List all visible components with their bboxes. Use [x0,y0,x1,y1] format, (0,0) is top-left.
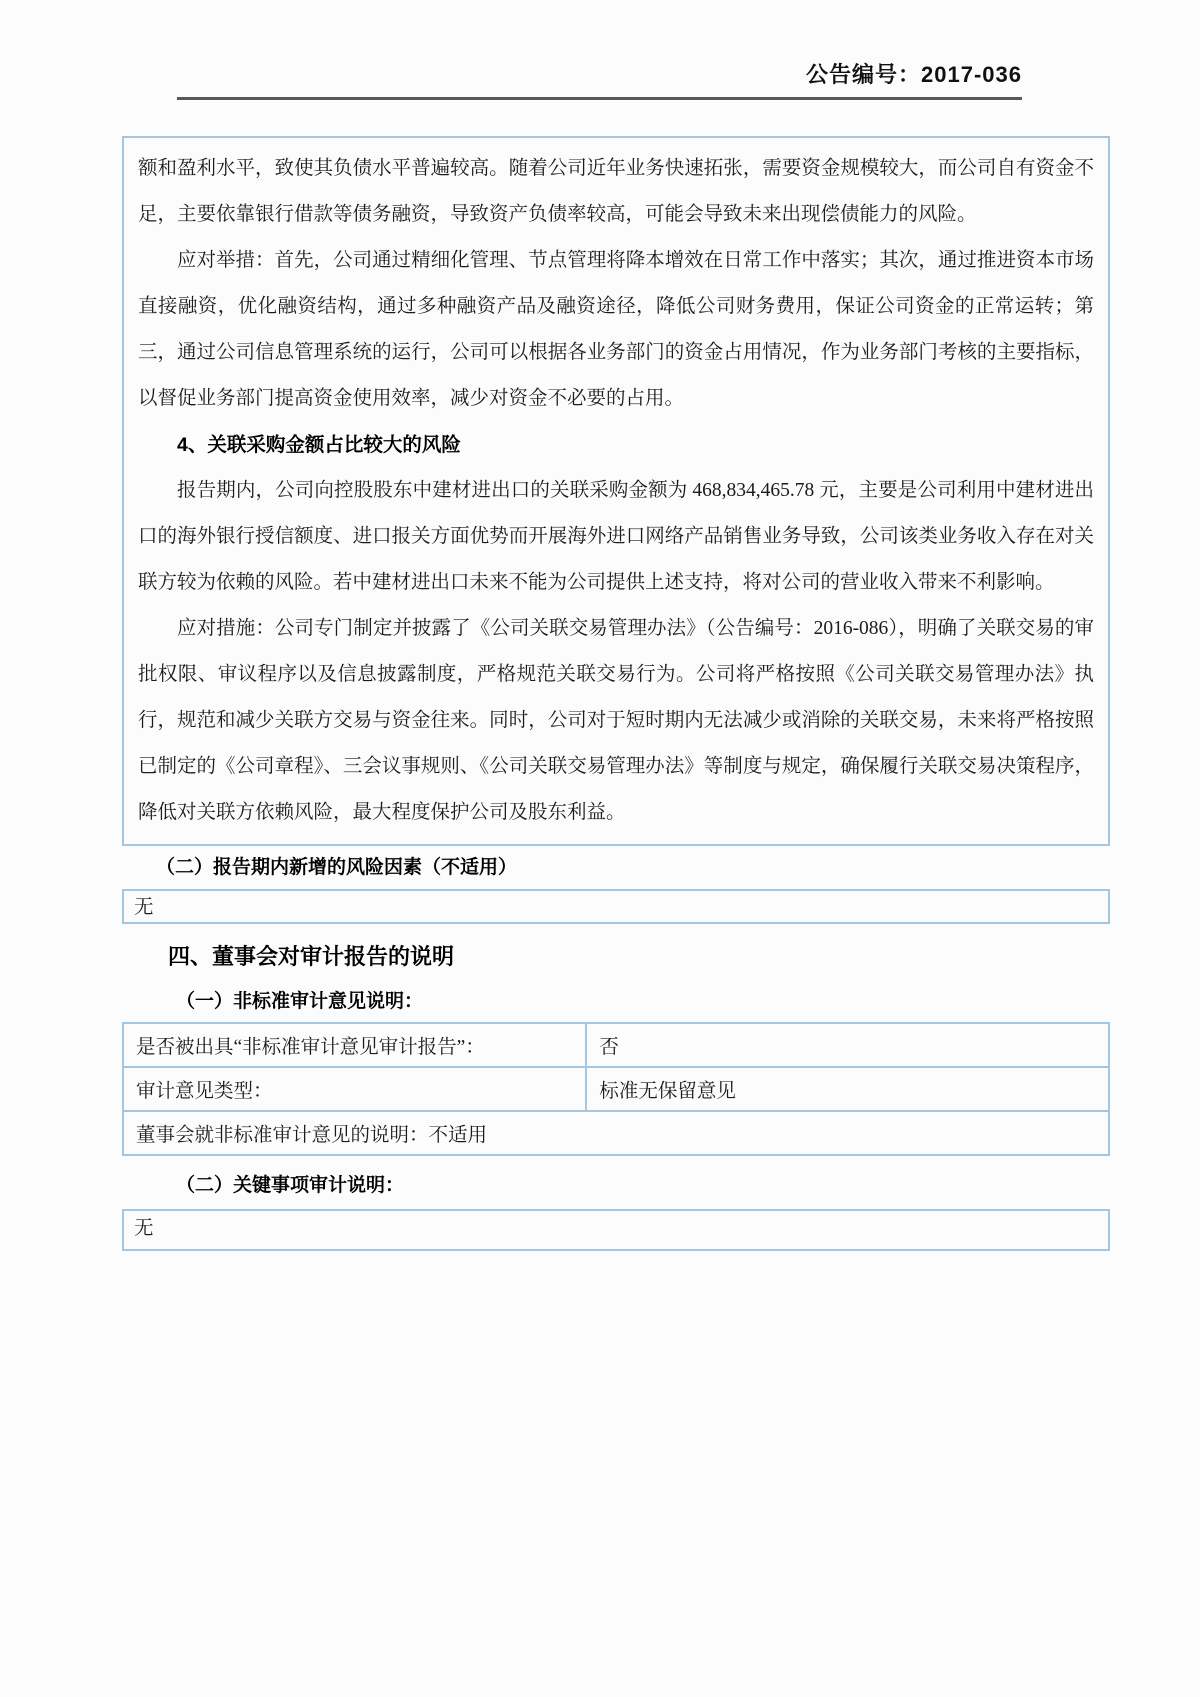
header-rule [177,97,1022,100]
announcement-number: 公告编号：2017-036 [806,62,1022,87]
new-risk-none-box [122,889,1110,924]
key-audit-none-value: 无 [134,1218,154,1239]
table-row [123,1067,1109,1111]
value-cell: 否 [586,1023,1109,1067]
new-risk-none-value: 无 [134,897,154,918]
audit-section-title: 四、董事会对审计报告的说明 [168,944,455,969]
table-row [123,1111,1109,1155]
label-cell: 审计意见类型： [123,1067,586,1111]
audit-note-cell: 董事会就非标准审计意见的说明：不适用 [123,1111,1109,1155]
document-body [122,136,1110,1251]
value-cell: 标准无保留意见 [586,1067,1109,1111]
risk-paragraph-countermeasures-related: 应对措施：公司专门制定并披露了《公司关联交易管理办法》（公告编号：2016-086），明确了关联交易的审批权限、审议程序以及信息披露制度，严格规范关联交易行为。公司将严格按照《公司关联交易管理办法》执行，规范和减少关联方交易与资金往来。同时，公司对于短时期内无法减少或消除的关联交易，未来将严格按照已制定的《公司章程》、三会议事规则、《公司关联交易管理办法》等制度与规定，确保履行关联交易决策程序，降低对关联方依赖风险，最大程度保护公司及股东利益。 [138,618,1094,823]
risk-paragraph-related-purchases: 报告期内，公司向控股股东中建材进出口的关联采购金额为 468,834,465.78 元，主要是公司利用中建材进出口的海外银行授信额度、进口报关方面优势而开展海外进口网络产品销售业务导致，公司该类业务收入存在对关联方较为依赖的风险。若中建材进出口未来不能为公司提供上述支持，将对公司的营业收入带来不利影响。 [138,480,1094,593]
risk-subheading-related-purchases: 4、关联采购金额占比较大的风险 [177,434,461,456]
risk-factors-box [122,136,1110,846]
new-risk-heading: （二）报告期内新增的风险因素（不适用） [156,857,518,878]
risk-paragraph-continuation: 额和盈利水平，致使其负债水平普遍较高。随着公司近年业务快速拓张，需要资金规模较大，而公司自有资金不足，主要依靠银行借款等债务融资，导致资产负债率较高，可能会导致未来出现偿债能力的风险。 [138,158,1094,225]
key-audit-none-box [122,1209,1110,1251]
audit-sub2-heading: （二）关键事项审计说明： [176,1175,405,1196]
audit-sub1-heading: （一）非标准审计意见说明： [176,991,424,1012]
audit-opinion-table [122,1022,1110,1156]
table-row [123,1023,1109,1067]
risk-paragraph-countermeasures-finance: 应对举措：首先，公司通过精细化管理、节点管理将降本增效在日常工作中落实；其次，通过推进资本市场直接融资，优化融资结构，通过多种融资产品及融资途径，降低公司财务费用，保证公司资金的正常运转；第三，通过公司信息管理系统的运行，公司可以根据各业务部门的资金占用情况，作为业务部门考核的主要指标，以督促业务部门提高资金使用效率，减少对资金不必要的占用。 [138,250,1094,409]
label-cell: 是否被出具“非标准审计意见审计报告”： [123,1023,586,1067]
